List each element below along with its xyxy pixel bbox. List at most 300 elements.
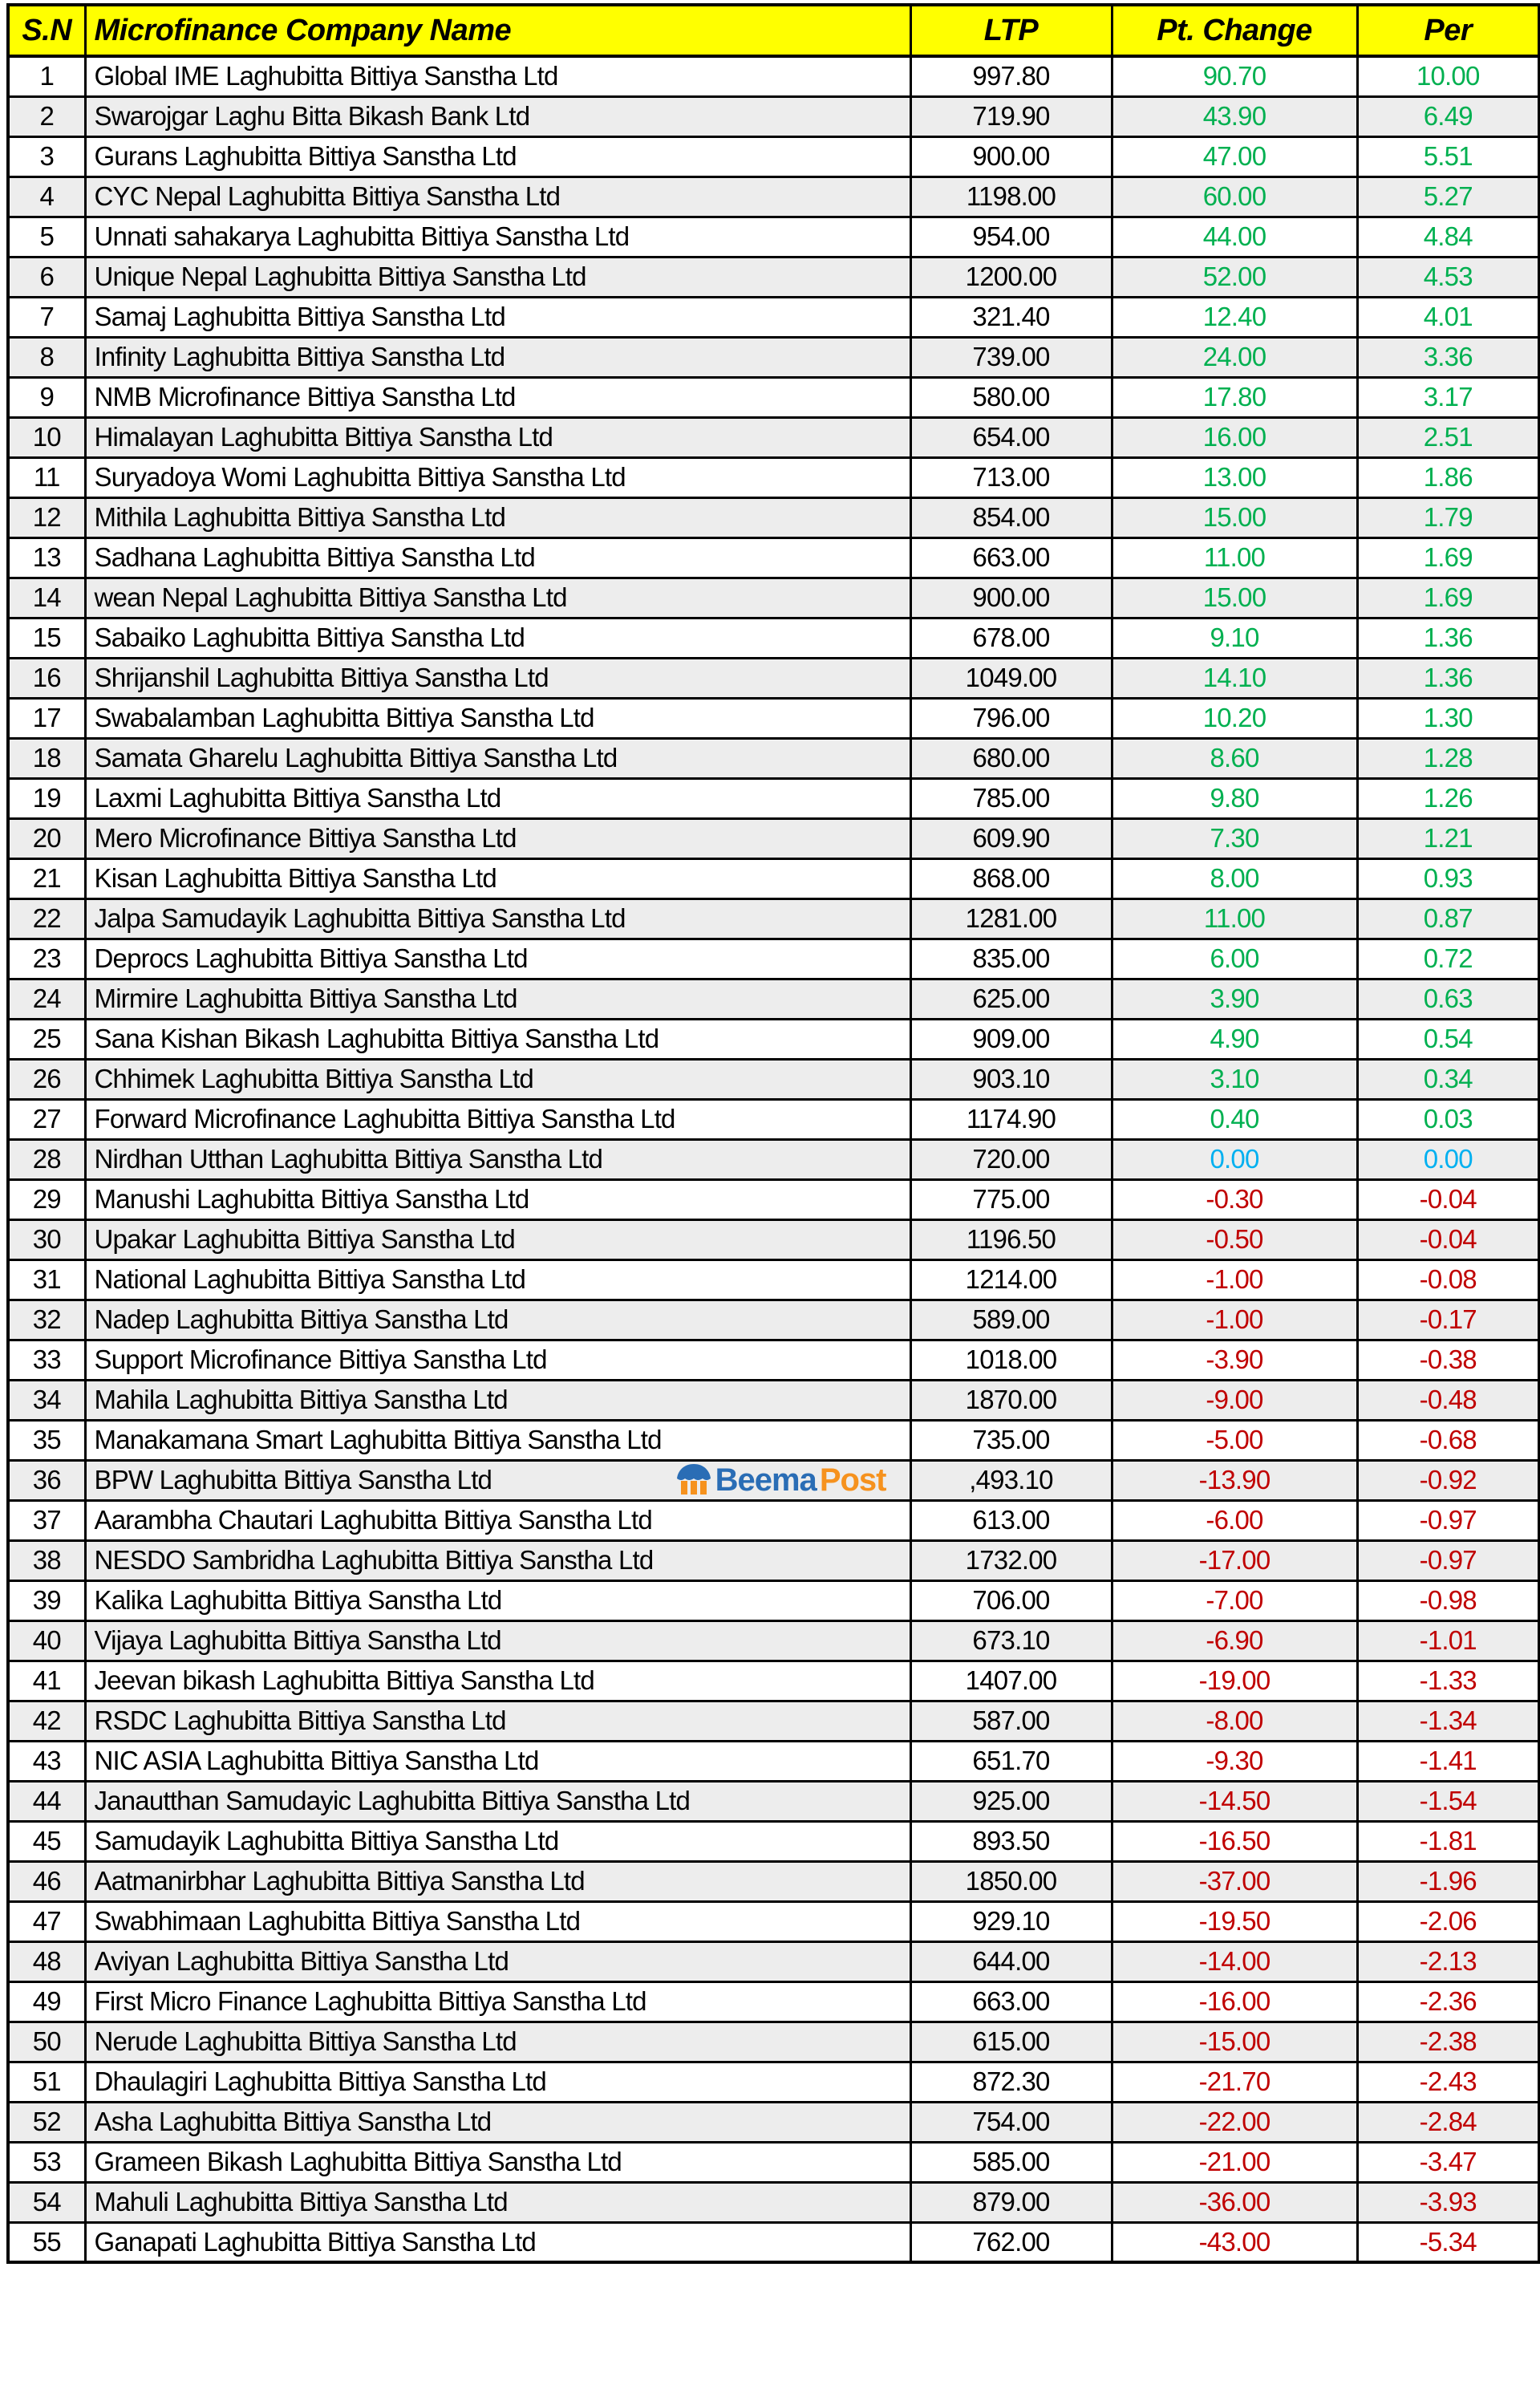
- table-row: [8, 2062, 1539, 2102]
- sn-cell: 14: [8, 578, 85, 618]
- per-cell: -2.36: [1357, 1981, 1539, 2022]
- company-name-cell: NESDO Sambridha Laghubitta Bittiya Sanstha Ltd: [85, 1540, 910, 1580]
- sn-cell: 12: [8, 497, 85, 537]
- header-sn: S.N: [8, 5, 85, 56]
- table-row: [8, 1420, 1539, 1460]
- per-cell: -1.81: [1357, 1821, 1539, 1861]
- per-cell: 2.51: [1357, 417, 1539, 457]
- pt-change-cell: 9.10: [1112, 618, 1357, 658]
- sn-cell: 54: [8, 2182, 85, 2222]
- table-row: [8, 1701, 1539, 1741]
- per-cell: 1.28: [1357, 738, 1539, 778]
- company-name-cell: Unnati sahakarya Laghubitta Bittiya Sanstha Ltd: [85, 217, 910, 257]
- pt-change-cell: -0.30: [1112, 1179, 1357, 1219]
- table-header: [8, 5, 1539, 56]
- company-name-cell: Grameen Bikash Laghubitta Bittiya Sanstha Ltd: [85, 2142, 910, 2182]
- table-row: [8, 1500, 1539, 1540]
- per-cell: -0.04: [1357, 1179, 1539, 1219]
- table-row: [8, 417, 1539, 457]
- per-cell: 3.36: [1357, 337, 1539, 377]
- sn-cell: 23: [8, 939, 85, 979]
- per-cell: -0.97: [1357, 1500, 1539, 1540]
- pt-change-cell: -22.00: [1112, 2102, 1357, 2142]
- per-cell: 5.51: [1357, 136, 1539, 176]
- ltp-cell: 1049.00: [910, 658, 1112, 698]
- per-cell: 4.84: [1357, 217, 1539, 257]
- sn-cell: 53: [8, 2142, 85, 2182]
- per-cell: 4.53: [1357, 257, 1539, 297]
- company-name-cell: RSDC Laghubitta Bittiya Sanstha Ltd: [85, 1701, 910, 1741]
- ltp-cell: 321.40: [910, 297, 1112, 337]
- company-name-cell: Manakamana Smart Laghubitta Bittiya Sanstha Ltd: [85, 1420, 910, 1460]
- pt-change-cell: 4.90: [1112, 1019, 1357, 1059]
- sn-cell: 1: [8, 56, 85, 96]
- table-row: [8, 297, 1539, 337]
- company-name-cell: CYC Nepal Laghubitta Bittiya Sanstha Ltd: [85, 176, 910, 217]
- pt-change-cell: 44.00: [1112, 217, 1357, 257]
- pt-change-cell: 60.00: [1112, 176, 1357, 217]
- sn-cell: 17: [8, 698, 85, 738]
- pt-change-cell: 6.00: [1112, 939, 1357, 979]
- table-row: [8, 257, 1539, 297]
- sn-cell: 33: [8, 1340, 85, 1380]
- ltp-cell: 719.90: [910, 96, 1112, 136]
- sn-cell: 31: [8, 1259, 85, 1300]
- company-name-text: BPW Laghubitta Bittiya Sanstha Ltd: [94, 1465, 492, 1495]
- per-cell: -0.38: [1357, 1340, 1539, 1380]
- per-cell: -2.43: [1357, 2062, 1539, 2102]
- table-row: [8, 1099, 1539, 1139]
- pt-change-cell: -16.00: [1112, 1981, 1357, 2022]
- company-name-cell: Jalpa Samudayik Laghubitta Bittiya Sanstha Ltd: [85, 898, 910, 939]
- table-row: [8, 2102, 1539, 2142]
- sn-cell: 4: [8, 176, 85, 217]
- table-row: [8, 1019, 1539, 1059]
- company-name-cell: Forward Microfinance Laghubitta Bittiya Sanstha Ltd: [85, 1099, 910, 1139]
- table-row: [8, 578, 1539, 618]
- sn-cell: 49: [8, 1981, 85, 2022]
- sn-cell: 6: [8, 257, 85, 297]
- table-row: [8, 1580, 1539, 1620]
- pt-change-cell: 3.90: [1112, 979, 1357, 1019]
- table-row: [8, 2222, 1539, 2262]
- table-row: [8, 1139, 1539, 1179]
- table-row: [8, 176, 1539, 217]
- ltp-cell: 900.00: [910, 136, 1112, 176]
- per-cell: -0.68: [1357, 1420, 1539, 1460]
- pt-change-cell: 43.90: [1112, 96, 1357, 136]
- per-cell: 10.00: [1357, 56, 1539, 96]
- sn-cell: 28: [8, 1139, 85, 1179]
- header-change: Pt. Change: [1112, 5, 1357, 56]
- table-row: [8, 618, 1539, 658]
- pt-change-cell: 9.80: [1112, 778, 1357, 818]
- pt-change-cell: 0.40: [1112, 1099, 1357, 1139]
- table-row: [8, 1941, 1539, 1981]
- table-row: [8, 979, 1539, 1019]
- company-name-cell: Sabaiko Laghubitta Bittiya Sanstha Ltd: [85, 618, 910, 658]
- company-name-cell: Aviyan Laghubitta Bittiya Sanstha Ltd: [85, 1941, 910, 1981]
- ltp-cell: 1870.00: [910, 1380, 1112, 1420]
- table-row: [8, 457, 1539, 497]
- per-cell: 1.36: [1357, 618, 1539, 658]
- table-row: [8, 1781, 1539, 1821]
- company-name-cell: Swabhimaan Laghubitta Bittiya Sanstha Ltd: [85, 1901, 910, 1941]
- table-row: [8, 1219, 1539, 1259]
- per-cell: -2.13: [1357, 1941, 1539, 1981]
- ltp-cell: 609.90: [910, 818, 1112, 858]
- ltp-cell: 678.00: [910, 618, 1112, 658]
- company-name-cell: Manushi Laghubitta Bittiya Sanstha Ltd: [85, 1179, 910, 1219]
- per-cell: 1.79: [1357, 497, 1539, 537]
- per-cell: 6.49: [1357, 96, 1539, 136]
- sn-cell: 16: [8, 658, 85, 698]
- pt-change-cell: -21.00: [1112, 2142, 1357, 2182]
- pt-change-cell: 8.00: [1112, 858, 1357, 898]
- per-cell: -5.34: [1357, 2222, 1539, 2262]
- per-cell: -0.04: [1357, 1219, 1539, 1259]
- sn-cell: 13: [8, 537, 85, 578]
- pt-change-cell: -13.90: [1112, 1460, 1357, 1500]
- ltp-cell: 903.10: [910, 1059, 1112, 1099]
- pt-change-cell: -15.00: [1112, 2022, 1357, 2062]
- sn-cell: 34: [8, 1380, 85, 1420]
- sn-cell: 20: [8, 818, 85, 858]
- umbrella-pillars-icon: [675, 1463, 712, 1497]
- company-name-cell: Mero Microfinance Bittiya Sanstha Ltd: [85, 818, 910, 858]
- per-cell: 5.27: [1357, 176, 1539, 217]
- table-row: [8, 1861, 1539, 1901]
- per-cell: 3.17: [1357, 377, 1539, 417]
- company-name-cell: Unique Nepal Laghubitta Bittiya Sanstha Ltd: [85, 257, 910, 297]
- company-name-cell: Asha Laghubitta Bittiya Sanstha Ltd: [85, 2102, 910, 2142]
- ltp-cell: 651.70: [910, 1741, 1112, 1781]
- ltp-cell: 900.00: [910, 578, 1112, 618]
- sn-cell: 35: [8, 1420, 85, 1460]
- ltp-cell: 739.00: [910, 337, 1112, 377]
- ltp-cell: 893.50: [910, 1821, 1112, 1861]
- pt-change-cell: -17.00: [1112, 1540, 1357, 1580]
- ltp-cell: 587.00: [910, 1701, 1112, 1741]
- ltp-cell: 1850.00: [910, 1861, 1112, 1901]
- ltp-cell: 1732.00: [910, 1540, 1112, 1580]
- table-row: [8, 1259, 1539, 1300]
- per-cell: -1.34: [1357, 1701, 1539, 1741]
- ltp-cell: 872.30: [910, 2062, 1112, 2102]
- brand-text-beema: Beema: [715, 1462, 817, 1498]
- ltp-cell: 644.00: [910, 1941, 1112, 1981]
- company-name-cell: Gurans Laghubitta Bittiya Sanstha Ltd: [85, 136, 910, 176]
- company-name-cell: Samaj Laghubitta Bittiya Sanstha Ltd: [85, 297, 910, 337]
- sn-cell: 3: [8, 136, 85, 176]
- beemapost-logo: [675, 1462, 886, 1499]
- sn-cell: 52: [8, 2102, 85, 2142]
- table-row: [8, 1821, 1539, 1861]
- pt-change-cell: -7.00: [1112, 1580, 1357, 1620]
- table-row: [8, 1661, 1539, 1701]
- per-cell: -0.92: [1357, 1460, 1539, 1500]
- pt-change-cell: -9.00: [1112, 1380, 1357, 1420]
- per-cell: 1.69: [1357, 537, 1539, 578]
- sn-cell: 29: [8, 1179, 85, 1219]
- table-row: [8, 1059, 1539, 1099]
- per-cell: 0.00: [1357, 1139, 1539, 1179]
- company-name-cell: Global IME Laghubitta Bittiya Sanstha Ltd: [85, 56, 910, 96]
- table-row: [8, 1741, 1539, 1781]
- microfinance-price-table: [6, 3, 1540, 2264]
- company-name-cell: wean Nepal Laghubitta Bittiya Sanstha Ltd: [85, 578, 910, 618]
- sn-cell: 36: [8, 1460, 85, 1500]
- sn-cell: 27: [8, 1099, 85, 1139]
- pt-change-cell: -19.00: [1112, 1661, 1357, 1701]
- ltp-cell: 706.00: [910, 1580, 1112, 1620]
- company-name-cell: Aatmanirbhar Laghubitta Bittiya Sanstha Ltd: [85, 1861, 910, 1901]
- company-name-cell: Janautthan Samudayic Laghubitta Bittiya Sanstha Ltd: [85, 1781, 910, 1821]
- per-cell: -0.08: [1357, 1259, 1539, 1300]
- pt-change-cell: 11.00: [1112, 537, 1357, 578]
- ltp-cell: 735.00: [910, 1420, 1112, 1460]
- table-row: [8, 698, 1539, 738]
- company-name-cell: Suryadoya Womi Laghubitta Bittiya Sanstha Ltd: [85, 457, 910, 497]
- per-cell: -0.48: [1357, 1380, 1539, 1420]
- sn-cell: 50: [8, 2022, 85, 2062]
- ltp-cell: 720.00: [910, 1139, 1112, 1179]
- ltp-cell: 854.00: [910, 497, 1112, 537]
- pt-change-cell: 47.00: [1112, 136, 1357, 176]
- company-name-cell: Himalayan Laghubitta Bittiya Sanstha Ltd: [85, 417, 910, 457]
- pt-change-cell: -5.00: [1112, 1420, 1357, 1460]
- pt-change-cell: 10.20: [1112, 698, 1357, 738]
- ltp-cell: 713.00: [910, 457, 1112, 497]
- sn-cell: 45: [8, 1821, 85, 1861]
- per-cell: 0.93: [1357, 858, 1539, 898]
- table-body: [8, 56, 1539, 2262]
- ltp-cell: 775.00: [910, 1179, 1112, 1219]
- table-row: [8, 2142, 1539, 2182]
- sn-cell: 46: [8, 1861, 85, 1901]
- company-name-cell: Aarambha Chautari Laghubitta Bittiya Sanstha Ltd: [85, 1500, 910, 1540]
- pt-change-cell: -14.00: [1112, 1941, 1357, 1981]
- sn-cell: 21: [8, 858, 85, 898]
- header-name: Microfinance Company Name: [85, 5, 910, 56]
- ltp-cell: 796.00: [910, 698, 1112, 738]
- pt-change-cell: 14.10: [1112, 658, 1357, 698]
- per-cell: 1.69: [1357, 578, 1539, 618]
- pt-change-cell: 3.10: [1112, 1059, 1357, 1099]
- sn-cell: 41: [8, 1661, 85, 1701]
- microfinance-price-sheet: [6, 3, 1540, 2264]
- table-row: [8, 1540, 1539, 1580]
- sn-cell: 11: [8, 457, 85, 497]
- company-name-cell: First Micro Finance Laghubitta Bittiya Sanstha Ltd: [85, 1981, 910, 2022]
- pt-change-cell: -1.00: [1112, 1259, 1357, 1300]
- sn-cell: 37: [8, 1500, 85, 1540]
- ltp-cell: 615.00: [910, 2022, 1112, 2062]
- sn-cell: 2: [8, 96, 85, 136]
- ltp-cell: 1407.00: [910, 1661, 1112, 1701]
- ltp-cell: 654.00: [910, 417, 1112, 457]
- sn-cell: 24: [8, 979, 85, 1019]
- table-row: [8, 778, 1539, 818]
- company-name-cell: Mithila Laghubitta Bittiya Sanstha Ltd: [85, 497, 910, 537]
- table-row: [8, 1901, 1539, 1941]
- sn-cell: 48: [8, 1941, 85, 1981]
- company-name-cell: Jeevan bikash Laghubitta Bittiya Sanstha Ltd: [85, 1661, 910, 1701]
- pt-change-cell: -8.00: [1112, 1701, 1357, 1741]
- sn-cell: 18: [8, 738, 85, 778]
- company-name-cell: Sana Kishan Bikash Laghubitta Bittiya Sanstha Ltd: [85, 1019, 910, 1059]
- per-cell: -3.93: [1357, 2182, 1539, 2222]
- sn-cell: 22: [8, 898, 85, 939]
- per-cell: -1.41: [1357, 1741, 1539, 1781]
- company-name-cell: Swabalamban Laghubitta Bittiya Sanstha Ltd: [85, 698, 910, 738]
- table-row: [8, 537, 1539, 578]
- company-name-cell: Samata Gharelu Laghubitta Bittiya Sanstha Ltd: [85, 738, 910, 778]
- company-name-cell: Mahuli Laghubitta Bittiya Sanstha Ltd: [85, 2182, 910, 2222]
- pt-change-cell: -14.50: [1112, 1781, 1357, 1821]
- ltp-cell: 673.10: [910, 1620, 1112, 1661]
- per-cell: 1.21: [1357, 818, 1539, 858]
- per-cell: -1.01: [1357, 1620, 1539, 1661]
- ltp-cell: 589.00: [910, 1300, 1112, 1340]
- sn-cell: 51: [8, 2062, 85, 2102]
- table-row: [8, 217, 1539, 257]
- table-row: [8, 136, 1539, 176]
- table-row: [8, 1340, 1539, 1380]
- table-row: [8, 939, 1539, 979]
- table-row: [8, 2022, 1539, 2062]
- table-row: [8, 1300, 1539, 1340]
- pt-change-cell: 52.00: [1112, 257, 1357, 297]
- pt-change-cell: 17.80: [1112, 377, 1357, 417]
- per-cell: -2.06: [1357, 1901, 1539, 1941]
- ltp-cell: 663.00: [910, 1981, 1112, 2022]
- ltp-cell: 909.00: [910, 1019, 1112, 1059]
- table-row: [8, 1981, 1539, 2022]
- ltp-cell: 1214.00: [910, 1259, 1112, 1300]
- ltp-cell: 997.80: [910, 56, 1112, 96]
- per-cell: -0.98: [1357, 1580, 1539, 1620]
- table-row: [8, 738, 1539, 778]
- pt-change-cell: 90.70: [1112, 56, 1357, 96]
- pt-change-cell: -19.50: [1112, 1901, 1357, 1941]
- pt-change-cell: 15.00: [1112, 578, 1357, 618]
- ltp-cell: 663.00: [910, 537, 1112, 578]
- per-cell: 1.36: [1357, 658, 1539, 698]
- company-name-cell: Kalika Laghubitta Bittiya Sanstha Ltd: [85, 1580, 910, 1620]
- ltp-cell: 1198.00: [910, 176, 1112, 217]
- ltp-cell: 868.00: [910, 858, 1112, 898]
- sn-cell: 47: [8, 1901, 85, 1941]
- pt-change-cell: 12.40: [1112, 297, 1357, 337]
- company-name-cell: Nerude Laghubitta Bittiya Sanstha Ltd: [85, 2022, 910, 2062]
- pt-change-cell: -21.70: [1112, 2062, 1357, 2102]
- ltp-cell: 925.00: [910, 1781, 1112, 1821]
- table-row: [8, 497, 1539, 537]
- company-name-cell: Mahila Laghubitta Bittiya Sanstha Ltd: [85, 1380, 910, 1420]
- company-name-cell: Vijaya Laghubitta Bittiya Sanstha Ltd: [85, 1620, 910, 1661]
- sn-cell: 26: [8, 1059, 85, 1099]
- company-name-cell: Shrijanshil Laghubitta Bittiya Sanstha Ltd: [85, 658, 910, 698]
- per-cell: 0.72: [1357, 939, 1539, 979]
- pt-change-cell: 7.30: [1112, 818, 1357, 858]
- table-row: [8, 898, 1539, 939]
- per-cell: 4.01: [1357, 297, 1539, 337]
- sn-cell: 55: [8, 2222, 85, 2262]
- per-cell: -2.38: [1357, 2022, 1539, 2062]
- sn-cell: 25: [8, 1019, 85, 1059]
- header-row: [8, 5, 1539, 56]
- per-cell: 0.03: [1357, 1099, 1539, 1139]
- company-name-cell: Deprocs Laghubitta Bittiya Sanstha Ltd: [85, 939, 910, 979]
- pt-change-cell: -3.90: [1112, 1340, 1357, 1380]
- company-name-cell: Infinity Laghubitta Bittiya Sanstha Ltd: [85, 337, 910, 377]
- sn-cell: 40: [8, 1620, 85, 1661]
- sn-cell: 39: [8, 1580, 85, 1620]
- company-name-cell: Nirdhan Utthan Laghubitta Bittiya Sanstha Ltd: [85, 1139, 910, 1179]
- ltp-cell: 1281.00: [910, 898, 1112, 939]
- per-cell: -0.97: [1357, 1540, 1539, 1580]
- company-name-cell: National Laghubitta Bittiya Sanstha Ltd: [85, 1259, 910, 1300]
- ltp-cell: 580.00: [910, 377, 1112, 417]
- ltp-cell: 835.00: [910, 939, 1112, 979]
- table-row: [8, 1179, 1539, 1219]
- per-cell: -1.54: [1357, 1781, 1539, 1821]
- pt-change-cell: 11.00: [1112, 898, 1357, 939]
- company-name-cell: Dhaulagiri Laghubitta Bittiya Sanstha Ltd: [85, 2062, 910, 2102]
- per-cell: -3.47: [1357, 2142, 1539, 2182]
- table-row: [8, 377, 1539, 417]
- pt-change-cell: 24.00: [1112, 337, 1357, 377]
- company-name-cell: Sadhana Laghubitta Bittiya Sanstha Ltd: [85, 537, 910, 578]
- header-ltp: LTP: [910, 5, 1112, 56]
- table-row: [8, 56, 1539, 96]
- company-name-cell: Upakar Laghubitta Bittiya Sanstha Ltd: [85, 1219, 910, 1259]
- table-row: [8, 337, 1539, 377]
- sn-cell: 10: [8, 417, 85, 457]
- pt-change-cell: 15.00: [1112, 497, 1357, 537]
- ltp-cell: 879.00: [910, 2182, 1112, 2222]
- ltp-cell: 625.00: [910, 979, 1112, 1019]
- pt-change-cell: 16.00: [1112, 417, 1357, 457]
- pt-change-cell: 8.60: [1112, 738, 1357, 778]
- sn-cell: 9: [8, 377, 85, 417]
- pt-change-cell: -6.00: [1112, 1500, 1357, 1540]
- sn-cell: 8: [8, 337, 85, 377]
- table-row: [8, 658, 1539, 698]
- table-row: [8, 818, 1539, 858]
- sn-cell: 44: [8, 1781, 85, 1821]
- brand-text-post: Post: [819, 1462, 886, 1498]
- ltp-cell: 762.00: [910, 2222, 1112, 2262]
- company-name-cell: Chhimek Laghubitta Bittiya Sanstha Ltd: [85, 1059, 910, 1099]
- company-name-cell: Swarojgar Laghu Bitta Bikash Bank Ltd: [85, 96, 910, 136]
- per-cell: -2.84: [1357, 2102, 1539, 2142]
- ltp-cell: 613.00: [910, 1500, 1112, 1540]
- sn-cell: 15: [8, 618, 85, 658]
- header-per: Per: [1357, 5, 1539, 56]
- pt-change-cell: -1.00: [1112, 1300, 1357, 1340]
- pt-change-cell: -36.00: [1112, 2182, 1357, 2222]
- ltp-cell: 929.10: [910, 1901, 1112, 1941]
- company-name-cell: Nadep Laghubitta Bittiya Sanstha Ltd: [85, 1300, 910, 1340]
- sn-cell: 32: [8, 1300, 85, 1340]
- ltp-cell: 785.00: [910, 778, 1112, 818]
- ltp-cell: 1196.50: [910, 1219, 1112, 1259]
- ltp-cell: 1018.00: [910, 1340, 1112, 1380]
- company-name-cell: Kisan Laghubitta Bittiya Sanstha Ltd: [85, 858, 910, 898]
- ltp-cell: 680.00: [910, 738, 1112, 778]
